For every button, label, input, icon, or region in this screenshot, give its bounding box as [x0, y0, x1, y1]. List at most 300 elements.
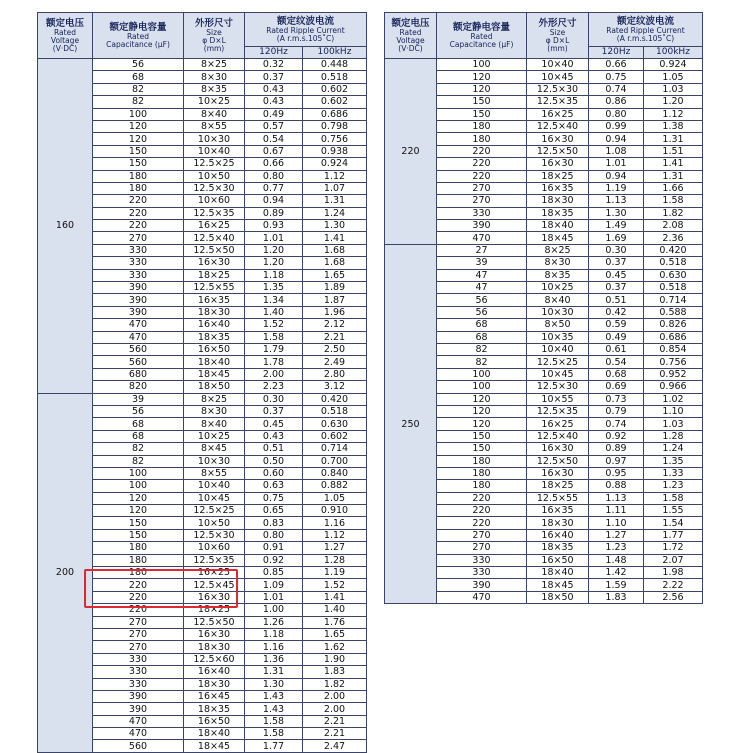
ripple-120hz-cell: 0.68: [589, 368, 644, 380]
size-cell: 8×25: [184, 393, 245, 405]
ripple-100khz-cell: 0.910: [303, 505, 367, 517]
table-row: [385, 59, 703, 71]
ripple-100khz-cell: 1.30: [303, 220, 367, 232]
ripple-100khz-cell: 0.966: [644, 381, 703, 393]
size-cell: 12.5×30: [184, 182, 245, 194]
size-cell: 16×25: [527, 108, 589, 120]
ripple-100khz-cell: 1.55: [644, 505, 703, 517]
size-cell: 16×50: [527, 554, 589, 566]
ripple-100khz-cell: 0.924: [303, 158, 367, 170]
size-cell: 16×30: [184, 628, 245, 640]
ripple-current-header: 额定纹波电流 Rated Ripple Current (A r.m.s.105˚C): [245, 13, 367, 47]
ripple-120hz-cell: 0.51: [245, 443, 303, 455]
freq-100khz-header: 100kHz: [644, 47, 703, 59]
capacitance-cell: 330: [93, 244, 184, 256]
size-cell: 18×45: [527, 579, 589, 591]
ripple-120hz-cell: 1.08: [589, 145, 644, 157]
capacitance-cell: 180: [93, 182, 184, 194]
ripple-120hz-cell: 0.49: [589, 331, 644, 343]
voltage-cell: 220: [385, 59, 437, 245]
size-cell: 10×30: [527, 306, 589, 318]
size-cell: 12.5×50: [527, 145, 589, 157]
ripple-120hz-cell: 1.16: [245, 641, 303, 653]
capacitance-cell: 270: [93, 232, 184, 244]
ripple-120hz-cell: 0.74: [589, 418, 644, 430]
ripple-120hz-cell: 1.43: [245, 690, 303, 702]
size-cell: 18×50: [184, 381, 245, 393]
capacitance-cell: 56: [437, 306, 527, 318]
size-cell: 10×60: [184, 542, 245, 554]
capacitance-cell: 82: [93, 455, 184, 467]
capacitance-cell: 560: [93, 343, 184, 355]
capacitance-cell: 180: [437, 480, 527, 492]
ripple-100khz-cell: 2.08: [644, 220, 703, 232]
size-cell: 18×35: [527, 207, 589, 219]
ripple-120hz-cell: 0.95: [589, 467, 644, 479]
size-cell: 16×50: [184, 343, 245, 355]
capacitance-cell: 100: [437, 59, 527, 71]
capacitance-cell: 39: [93, 393, 184, 405]
size-cell: 18×35: [184, 703, 245, 715]
size-cell: 12.5×35: [527, 405, 589, 417]
ripple-120hz-cell: 0.97: [589, 455, 644, 467]
ripple-100khz-cell: 0.882: [303, 480, 367, 492]
ripple-120hz-cell: 1.18: [245, 628, 303, 640]
ripple-120hz-cell: 2.00: [245, 368, 303, 380]
ripple-100khz-cell: 0.630: [303, 418, 367, 430]
ripple-120hz-cell: 0.43: [245, 83, 303, 95]
capacitance-cell: 82: [93, 443, 184, 455]
ripple-120hz-cell: 1.36: [245, 653, 303, 665]
ripple-120hz-cell: 0.30: [245, 393, 303, 405]
ripple-120hz-cell: 0.32: [245, 59, 303, 71]
size-cell: 12.5×25: [184, 158, 245, 170]
ripple-100khz-cell: 1.10: [644, 405, 703, 417]
capacitance-cell: 390: [93, 294, 184, 306]
ripple-120hz-cell: 0.83: [245, 517, 303, 529]
capacitance-cell: 220: [437, 170, 527, 182]
ripple-100khz-cell: 1.82: [644, 207, 703, 219]
ripple-100khz-cell: 0.602: [303, 96, 367, 108]
size-cell: 16×30: [184, 591, 245, 603]
size-cell: 12.5×55: [184, 282, 245, 294]
ripple-120hz-cell: 0.86: [589, 96, 644, 108]
capacitance-cell: 120: [93, 505, 184, 517]
capacitance-cell: 220: [437, 492, 527, 504]
ripple-100khz-cell: 0.854: [644, 343, 703, 355]
size-cell: 10×40: [184, 145, 245, 157]
ripple-100khz-cell: 1.33: [644, 467, 703, 479]
ripple-120hz-cell: 0.37: [589, 257, 644, 269]
right-table-body: [385, 59, 703, 604]
capacitance-cell: 330: [93, 653, 184, 665]
capacitance-cell: 150: [93, 517, 184, 529]
ripple-100khz-cell: 1.38: [644, 120, 703, 132]
capacitance-cell: 82: [93, 83, 184, 95]
capacitance-cell: 100: [93, 108, 184, 120]
ripple-120hz-cell: 0.94: [589, 170, 644, 182]
capacitance-cell: 390: [437, 220, 527, 232]
ripple-120hz-cell: 0.67: [245, 145, 303, 157]
ripple-120hz-cell: 0.51: [589, 294, 644, 306]
ripple-120hz-cell: 0.60: [245, 467, 303, 479]
ripple-120hz-cell: 1.23: [589, 542, 644, 554]
ripple-100khz-cell: 1.98: [644, 567, 703, 579]
ripple-120hz-cell: 0.66: [589, 59, 644, 71]
ripple-100khz-cell: 0.588: [644, 306, 703, 318]
ripple-100khz-cell: 1.65: [303, 269, 367, 281]
size-cell: 16×50: [184, 715, 245, 727]
capacitance-cell: 820: [93, 381, 184, 393]
size-cell: 12.5×50: [184, 244, 245, 256]
ripple-100khz-cell: 0.798: [303, 120, 367, 132]
ripple-120hz-cell: 0.80: [589, 108, 644, 120]
capacitance-cell: 150: [93, 529, 184, 541]
ripple-100khz-cell: 2.21: [303, 715, 367, 727]
size-cell: 10×45: [527, 368, 589, 380]
size-cell: 16×25: [527, 418, 589, 430]
capacitance-cell: 120: [93, 492, 184, 504]
size-cell: 8×25: [184, 59, 245, 71]
capacitance-cell: 220: [93, 195, 184, 207]
size-cell: 18×45: [184, 740, 245, 752]
ripple-100khz-cell: 0.714: [303, 443, 367, 455]
ripple-120hz-cell: 0.88: [589, 480, 644, 492]
ripple-100khz-cell: 1.19: [303, 567, 367, 579]
capacitance-cell: 220: [93, 591, 184, 603]
size-cell: 12.5×40: [184, 232, 245, 244]
ripple-120hz-cell: 0.30: [589, 244, 644, 256]
ripple-120hz-cell: 0.75: [589, 71, 644, 83]
capacitance-cell: 330: [437, 207, 527, 219]
size-cell: 16×40: [184, 319, 245, 331]
ripple-120hz-cell: 0.94: [245, 195, 303, 207]
size-cell: 10×50: [184, 517, 245, 529]
capacitance-cell: 270: [93, 641, 184, 653]
capacitance-cell: 390: [93, 703, 184, 715]
size-cell: 18×25: [184, 604, 245, 616]
capacitance-cell: 68: [437, 331, 527, 343]
ripple-100khz-cell: 1.72: [644, 542, 703, 554]
size-cell: 18×35: [527, 542, 589, 554]
ripple-100khz-cell: 2.49: [303, 356, 367, 368]
size-cell: 10×30: [184, 133, 245, 145]
ripple-120hz-cell: 0.74: [589, 83, 644, 95]
size-cell: 18×45: [184, 368, 245, 380]
size-cell: 18×25: [527, 480, 589, 492]
capacitance-cell: 270: [437, 529, 527, 541]
right-spec-table: [384, 12, 703, 604]
capacitance-cell: 100: [437, 368, 527, 380]
size-cell: 12.5×30: [184, 529, 245, 541]
ripple-100khz-cell: 2.56: [644, 591, 703, 603]
ripple-120hz-cell: 1.01: [589, 158, 644, 170]
ripple-100khz-cell: 1.24: [644, 443, 703, 455]
size-cell: 18×40: [184, 356, 245, 368]
ripple-120hz-cell: 1.77: [245, 740, 303, 752]
ripple-100khz-cell: 2.80: [303, 368, 367, 380]
capacitance-cell: 82: [437, 343, 527, 355]
ripple-120hz-cell: 0.43: [245, 430, 303, 442]
capacitance-cell: 220: [437, 505, 527, 517]
size-cell: 16×25: [184, 567, 245, 579]
ripple-120hz-cell: 0.61: [589, 343, 644, 355]
ripple-120hz-cell: 0.54: [589, 356, 644, 368]
capacitance-header: 额定静电容量 Rated Capacitance (µF): [437, 13, 527, 59]
size-cell: 18×40: [184, 728, 245, 740]
ripple-120hz-cell: 1.43: [245, 703, 303, 715]
ripple-120hz-cell: 1.58: [245, 715, 303, 727]
capacitance-cell: 150: [437, 96, 527, 108]
ripple-120hz-cell: 0.91: [245, 542, 303, 554]
ripple-120hz-cell: 1.09: [245, 579, 303, 591]
size-cell: 16×35: [527, 505, 589, 517]
size-cell: 12.5×35: [527, 96, 589, 108]
ripple-100khz-cell: 1.03: [644, 83, 703, 95]
capacitance-cell: 220: [93, 220, 184, 232]
size-cell: 18×25: [527, 170, 589, 182]
capacitance-cell: 330: [93, 678, 184, 690]
capacitance-cell: 180: [437, 133, 527, 145]
size-cell: 10×45: [527, 71, 589, 83]
ripple-100khz-cell: 1.83: [303, 666, 367, 678]
ripple-100khz-cell: 2.21: [303, 728, 367, 740]
ripple-120hz-cell: 2.23: [245, 381, 303, 393]
size-cell: 18×25: [184, 269, 245, 281]
ripple-120hz-cell: 1.42: [589, 567, 644, 579]
ripple-100khz-cell: 1.54: [644, 517, 703, 529]
ripple-100khz-cell: 2.50: [303, 343, 367, 355]
ripple-120hz-cell: 0.45: [589, 269, 644, 281]
size-cell: 10×40: [527, 59, 589, 71]
ripple-120hz-cell: 1.20: [245, 257, 303, 269]
ripple-100khz-cell: 1.31: [303, 195, 367, 207]
ripple-100khz-cell: 1.41: [644, 158, 703, 170]
freq-120hz-header: 120Hz: [245, 47, 303, 59]
capacitance-cell: 220: [93, 604, 184, 616]
ripple-120hz-cell: 1.10: [589, 517, 644, 529]
size-cell: 8×30: [527, 257, 589, 269]
capacitance-cell: 470: [437, 232, 527, 244]
ripple-100khz-cell: 0.518: [644, 257, 703, 269]
capacitance-cell: 68: [437, 319, 527, 331]
size-cell: 16×30: [184, 257, 245, 269]
capacitance-cell: 220: [437, 158, 527, 170]
freq-100khz-header: 100kHz: [303, 47, 367, 59]
capacitance-cell: 150: [437, 443, 527, 455]
ripple-120hz-cell: 1.58: [245, 331, 303, 343]
size-cell: 16×30: [527, 443, 589, 455]
ripple-120hz-cell: 0.45: [245, 418, 303, 430]
ripple-100khz-cell: 0.826: [644, 319, 703, 331]
size-cell: 8×35: [184, 83, 245, 95]
size-cell: 18×50: [527, 591, 589, 603]
capacitance-cell: 390: [93, 306, 184, 318]
capacitance-cell: 180: [437, 120, 527, 132]
ripple-100khz-cell: 0.518: [303, 405, 367, 417]
ripple-100khz-cell: 1.52: [303, 579, 367, 591]
capacitance-cell: 470: [93, 715, 184, 727]
table-row: [38, 393, 367, 405]
size-cell: 12.5×55: [527, 492, 589, 504]
capacitance-cell: 270: [93, 628, 184, 640]
ripple-120hz-cell: 0.66: [245, 158, 303, 170]
ripple-100khz-cell: 2.22: [644, 579, 703, 591]
size-cell: 10×25: [527, 282, 589, 294]
table-row: [38, 59, 367, 71]
ripple-120hz-cell: 1.18: [245, 269, 303, 281]
capacitance-cell: 120: [93, 133, 184, 145]
ripple-120hz-cell: 1.30: [245, 678, 303, 690]
voltage-header: 额定电压 Rated Voltage (V·DC): [385, 13, 437, 59]
ripple-120hz-cell: 0.37: [245, 71, 303, 83]
ripple-100khz-cell: 1.31: [644, 170, 703, 182]
ripple-100khz-cell: 1.35: [644, 455, 703, 467]
capacitance-cell: 220: [437, 517, 527, 529]
size-cell: 10×30: [184, 455, 245, 467]
size-cell: 10×45: [184, 492, 245, 504]
capacitance-cell: 68: [93, 71, 184, 83]
ripple-120hz-cell: 0.80: [245, 529, 303, 541]
ripple-120hz-cell: 1.49: [589, 220, 644, 232]
ripple-100khz-cell: 0.448: [303, 59, 367, 71]
ripple-100khz-cell: 1.68: [303, 257, 367, 269]
ripple-120hz-cell: 1.59: [589, 579, 644, 591]
capacitance-cell: 220: [93, 207, 184, 219]
ripple-120hz-cell: 1.01: [245, 232, 303, 244]
size-cell: 16×40: [527, 529, 589, 541]
ripple-100khz-cell: 1.87: [303, 294, 367, 306]
capacitance-cell: 68: [93, 430, 184, 442]
ripple-120hz-cell: 1.52: [245, 319, 303, 331]
table-row: [385, 244, 703, 256]
capacitance-cell: 150: [437, 108, 527, 120]
ripple-120hz-cell: 0.37: [245, 405, 303, 417]
size-cell: 8×30: [184, 405, 245, 417]
ripple-100khz-cell: 1.23: [644, 480, 703, 492]
ripple-120hz-cell: 1.11: [589, 505, 644, 517]
ripple-100khz-cell: 1.31: [644, 133, 703, 145]
capacitance-cell: 680: [93, 368, 184, 380]
size-cell: 12.5×40: [527, 120, 589, 132]
size-cell: 8×40: [527, 294, 589, 306]
size-cell: 16×35: [184, 294, 245, 306]
size-cell: 12.5×50: [184, 616, 245, 628]
ripple-120hz-cell: 1.48: [589, 554, 644, 566]
capacitance-cell: 470: [93, 331, 184, 343]
capacitance-cell: 150: [93, 158, 184, 170]
ripple-100khz-cell: 0.420: [644, 244, 703, 256]
ripple-120hz-cell: 0.65: [245, 505, 303, 517]
ripple-120hz-cell: 0.50: [245, 455, 303, 467]
ripple-100khz-cell: 1.66: [644, 182, 703, 194]
ripple-120hz-cell: 1.00: [245, 604, 303, 616]
ripple-100khz-cell: 1.12: [303, 170, 367, 182]
ripple-100khz-cell: 1.96: [303, 306, 367, 318]
size-cell: 8×25: [527, 244, 589, 256]
ripple-120hz-cell: 0.54: [245, 133, 303, 145]
ripple-120hz-cell: 0.42: [589, 306, 644, 318]
capacitance-cell: 470: [93, 319, 184, 331]
ripple-100khz-cell: 0.700: [303, 455, 367, 467]
ripple-120hz-cell: 1.34: [245, 294, 303, 306]
ripple-120hz-cell: 1.35: [245, 282, 303, 294]
ripple-100khz-cell: 1.90: [303, 653, 367, 665]
size-cell: 10×60: [184, 195, 245, 207]
size-cell: 8×40: [184, 418, 245, 430]
capacitance-cell: 150: [437, 430, 527, 442]
ripple-100khz-cell: 1.65: [303, 628, 367, 640]
capacitance-cell: 120: [437, 418, 527, 430]
size-cell: 8×30: [184, 71, 245, 83]
size-cell: 16×35: [527, 182, 589, 194]
ripple-120hz-cell: 0.59: [589, 319, 644, 331]
size-cell: 10×35: [527, 331, 589, 343]
size-cell: 12.5×60: [184, 653, 245, 665]
ripple-100khz-cell: 1.12: [303, 529, 367, 541]
ripple-120hz-cell: 1.58: [245, 728, 303, 740]
ripple-100khz-cell: 1.89: [303, 282, 367, 294]
ripple-100khz-cell: 0.686: [303, 108, 367, 120]
ripple-100khz-cell: 1.76: [303, 616, 367, 628]
capacitance-cell: 27: [437, 244, 527, 256]
capacitance-cell: 390: [93, 690, 184, 702]
capacitance-cell: 180: [437, 467, 527, 479]
size-cell: 16×30: [527, 133, 589, 145]
ripple-120hz-cell: 0.94: [589, 133, 644, 145]
ripple-120hz-cell: 1.01: [245, 591, 303, 603]
ripple-120hz-cell: 1.27: [589, 529, 644, 541]
right-spec-table-panel: [384, 12, 703, 604]
ripple-100khz-cell: 1.77: [644, 529, 703, 541]
capacitance-cell: 390: [93, 282, 184, 294]
ripple-100khz-cell: 2.36: [644, 232, 703, 244]
ripple-120hz-cell: 1.20: [245, 244, 303, 256]
ripple-100khz-cell: 1.20: [644, 96, 703, 108]
ripple-120hz-cell: 0.63: [245, 480, 303, 492]
size-cell: 12.5×25: [527, 356, 589, 368]
ripple-100khz-cell: 0.518: [644, 282, 703, 294]
size-cell: 8×40: [184, 108, 245, 120]
capacitance-cell: 68: [93, 418, 184, 430]
size-header: 外形尺寸 Size φ D×L (mm): [527, 13, 589, 59]
capacitance-cell: 56: [93, 405, 184, 417]
left-spec-table-panel: [37, 12, 367, 753]
ripple-120hz-cell: 0.79: [589, 405, 644, 417]
ripple-100khz-cell: 1.41: [303, 232, 367, 244]
capacitance-cell: 270: [437, 195, 527, 207]
ripple-100khz-cell: 1.41: [303, 591, 367, 603]
ripple-100khz-cell: 1.05: [303, 492, 367, 504]
size-cell: 8×50: [527, 319, 589, 331]
capacitance-cell: 100: [93, 480, 184, 492]
size-cell: 10×50: [184, 170, 245, 182]
capacitance-cell: 56: [93, 59, 184, 71]
ripple-100khz-cell: 1.28: [303, 554, 367, 566]
ripple-100khz-cell: 2.21: [303, 331, 367, 343]
capacitance-cell: 150: [93, 145, 184, 157]
ripple-100khz-cell: 0.630: [644, 269, 703, 281]
size-cell: 16×45: [184, 690, 245, 702]
ripple-120hz-cell: 1.19: [589, 182, 644, 194]
size-cell: 16×30: [527, 467, 589, 479]
ripple-120hz-cell: 1.13: [589, 195, 644, 207]
size-cell: 18×40: [527, 220, 589, 232]
ripple-120hz-cell: 0.85: [245, 567, 303, 579]
ripple-100khz-cell: 0.756: [644, 356, 703, 368]
voltage-cell: 160: [38, 59, 93, 394]
size-cell: 8×55: [184, 120, 245, 132]
